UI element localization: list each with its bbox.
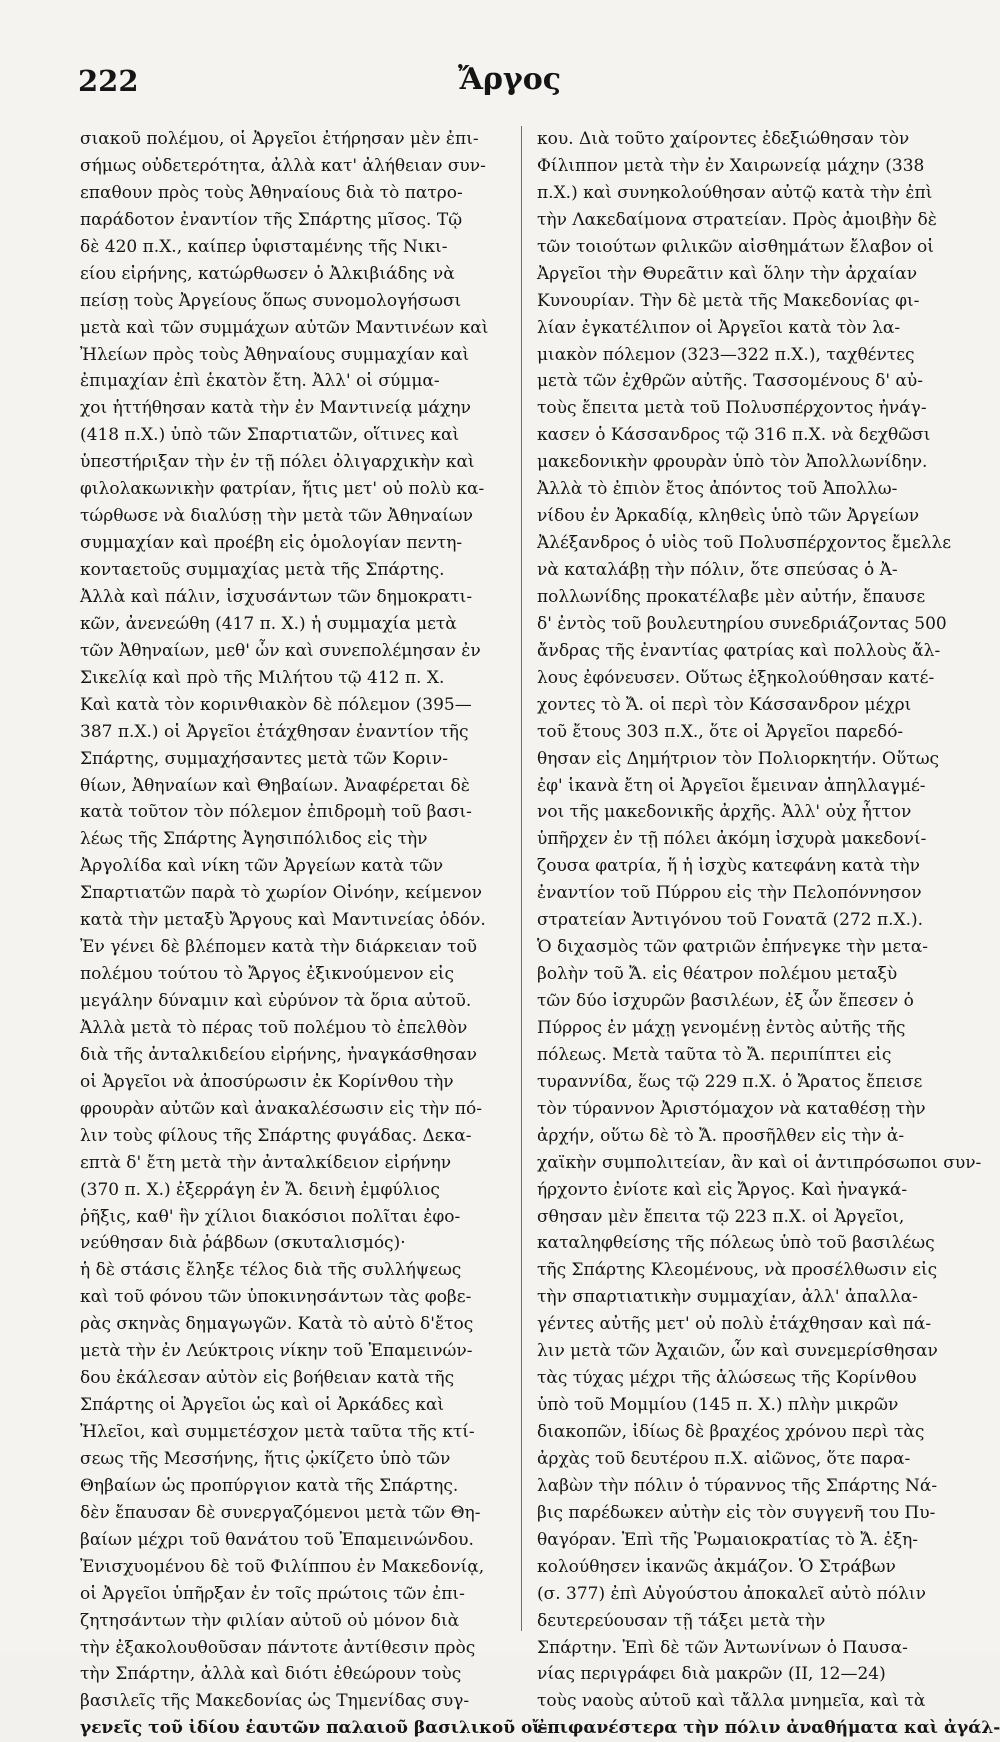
right-text-line: Κυνουρίαν. Τὴν δὲ μετὰ τῆς Μακεδονίας φι- xyxy=(537,290,920,311)
right-text-line: Σπάρτην. Ἐπὶ δὲ τῶν Ἀντωνίνων ὁ Παυσα- xyxy=(537,1637,908,1658)
right-text-line: π.Χ.) καὶ συνηκολούθησαν αὐτῷ κατὰ τὴν ἐπὶ xyxy=(537,182,933,203)
right-text-line: βις παρέδωκεν αὐτὴν εἰς τὸν συγγενῆ του Πυ- xyxy=(537,1502,936,1523)
left-text-line: Θηβαίων ὡς προπύργιον κατὰ τῆς Σπάρτης. xyxy=(80,1475,459,1496)
right-text-line: κολούθησεν ἱκανῶς ἀκμάζον. Ὁ Στράβων xyxy=(537,1556,896,1577)
right-text-line: λιν μετὰ τῶν Ἀχαιῶν, ὧν καὶ συνεμερίσθησαν xyxy=(537,1341,938,1362)
right-text-line: βολὴν τοῦ Ἄ. εἰς θέατρον πολέμου μεταξὺ xyxy=(537,964,898,985)
right-text-line: κασεν ὁ Κάσσανδρος τῷ 316 π.Χ. νὰ δεχθῶσι xyxy=(537,425,931,446)
left-text-line: σιακοῦ πολέμου, οἱ Ἀργεῖοι ἐτήρησαν μὲν ἐπι- xyxy=(80,129,479,149)
left-text-line: οἱ Ἀργεῖοι νὰ ἀποσύρωσιν ἐκ Κορίνθου τὴν xyxy=(80,1071,454,1092)
right-text-line: σθησαν μὲν ἔπειτα τῷ 223 π.Χ. οἱ Ἀργεῖοι, xyxy=(537,1206,905,1227)
right-text-line: Ὁ διχασμὸς τῶν φατριῶν ἐπήνεγκε τὴν μετα- xyxy=(537,937,928,958)
left-text-line: Σπάρτης, συμμαχήσαντες μετὰ τῶν Κοριν- xyxy=(80,748,448,769)
left-text-line: Σπάρτης οἱ Ἀργεῖοι ὡς καὶ οἱ Ἀρκάδες καὶ xyxy=(80,1395,445,1416)
left-text-line: θίων, Ἀθηναίων καὶ Θηβαίων. Ἀναφέρεται δὲ xyxy=(80,775,470,796)
right-text-line: ὑπῆρχεν ἐν τῇ πόλει ἀκόμη ἰσχυρὰ μακεδονί- xyxy=(537,829,927,850)
right-text-line: ζουσα φατρία, ἥ ἡ ἰσχὺς κατεφάνη κατὰ τὴν xyxy=(537,856,920,877)
right-text-line: Ἀλέξανδρος ὁ υἱὸς τοῦ Πολυσπέρχοντος ἔμελλε xyxy=(537,533,952,554)
left-text-line: σεως τῆς Μεσσήνης, ἥτις ᾠκίζετο ὑπὸ τῶν xyxy=(80,1448,451,1469)
left-text-line: νεύθησαν διὰ ῥάβδων (σκυταλισμός)· xyxy=(80,1233,406,1254)
left-text-line: Ἠλεῖοι, καὶ συμμετέσχον μετὰ ταῦτα τῆς κτί- xyxy=(80,1422,475,1442)
left-text-line: μεγάλην δύναμιν καὶ εὐρύνον τὰ ὅρια αὐτοῦ. xyxy=(80,991,472,1011)
right-text-line: τοὺς ἔπειτα μετὰ τοῦ Πολυσπέρχοντος ἠνάγ- xyxy=(537,398,927,419)
left-text-line: κατὰ τὴν μεταξὺ Ἄργους καὶ Μαντινείας ὁδόν. xyxy=(80,910,486,931)
left-text-line: Σπαρτιατῶν παρὰ τὸ χωρίον Οἰνόην, κείμενον xyxy=(80,883,482,904)
right-text-line: δ' ἐντὸς τοῦ βουλευτηρίου συνεδριάζοντας 500 xyxy=(537,613,947,634)
left-text-line: ἐπιμαχίαν ἐπὶ ἑκατὸν ἔτη. Ἀλλ' οἱ σύμμα- xyxy=(80,371,440,392)
left-text-line: φρουρὰν αὐτῶν καὶ ἀνακαλέσωσιν εἰς τὴν πό- xyxy=(80,1098,483,1119)
left-text-line: κονταετοῦς συμμαχίας μετὰ τῆς Σπάρτης. xyxy=(80,560,445,580)
left-text-line: συμμαχίαν καὶ προέβη εἰς ὁμολογίαν πεντη- xyxy=(80,533,463,554)
right-text-line: Πύρρος ἐν μάχῃ γενομένῃ ἐντὸς αὐτῆς τῆς xyxy=(537,1017,906,1038)
left-text-line: δου ἐκάλεσαν αὐτὸν εἰς βοήθειαν κατὰ τῆς xyxy=(80,1368,455,1389)
left-text-line: ρὰς σκηνὰς δημαγωγῶν. Κατὰ τὸ αὐτὸ δ'ἔτος xyxy=(80,1314,474,1335)
right-text-line: νίδου ἐν Ἀρκαδίᾳ, κληθεὶς ὑπὸ τῶν Ἀργείων xyxy=(537,506,920,527)
left-text-line: (370 π. Χ.) ἐξερράγη ἐν Ἄ. δεινὴ ἐμφύλιος xyxy=(80,1179,440,1200)
left-text-line: κατὰ τοῦτον τὸν πόλεμον ἐπιδρομὴ τοῦ βασι- xyxy=(80,802,472,823)
right-text-line: διακοπῶν, ἰδίως δὲ βραχέος χρόνου περὶ τὰς xyxy=(537,1422,925,1442)
right-text-line: λους ἐφόνευσεν. Οὕτως ἐξηκολούθησαν κατέ- xyxy=(537,667,935,688)
left-text-line: σήμως οὐδετερότητα, ἀλλὰ κατ' ἀλήθειαν συν- xyxy=(80,155,486,176)
right-text-line: ὑπὸ τοῦ Μομμίου (145 π. Χ.) πλὴν μικρῶν xyxy=(537,1395,899,1416)
page-header xyxy=(0,58,1000,108)
left-text-line: επτὰ δ' ἔτη μετὰ τὴν ἀνταλκίδειον εἰρήνην xyxy=(80,1152,452,1173)
right-text-line: Ἀλλὰ τὸ ἐπιὸν ἔτος ἀπόντος τοῦ Ἀπολλω- xyxy=(537,479,898,500)
left-text-line: Καὶ κατὰ τὸν κορινθιακὸν δὲ πόλεμον (395— xyxy=(80,694,472,715)
left-text-line: ἡ δὲ στάσις ἔληξε τέλος διὰ τῆς συλλήψεως xyxy=(80,1260,462,1281)
left-text-column xyxy=(80,126,548,1742)
right-text-line: ἀρχήν, οὕτω δὲ τὸ Ἄ. προσῆλθεν εἰς τὴν ἀ- xyxy=(537,1125,905,1146)
right-text-line: μακεδονικὴν φρουρὰν ὑπὸ τὸν Ἀπολλωνίδην. xyxy=(537,452,928,473)
right-text-line: πολλωνίδης προκατέλαβε μὲν αὐτήν, ἔπαυσε xyxy=(537,586,926,607)
left-text-line: Ἐν γένει δὲ βλέπομεν κατὰ τὴν διάρκειαν τοῦ xyxy=(80,937,477,958)
right-text-line: τοὺς ναοὺς αὐτοῦ καὶ τἄλλα μνημεῖα, καὶ τὰ xyxy=(537,1691,926,1712)
right-text-line: χοντες τὸ Ἄ. οἱ περὶ τὸν Κάσσανδρον μέχρι xyxy=(537,694,912,715)
right-text-line: δευτερεύουσαν τῇ τάξει μετὰ τὴν xyxy=(537,1610,826,1631)
left-text-line: (418 π.Χ.) ὑπὸ τῶν Σπαρτιατῶν, οἵτινες καὶ xyxy=(80,425,460,446)
right-text-line: νίας περιγράφει διὰ μακρῶν (II, 12—24) xyxy=(537,1664,886,1685)
left-text-line: Ἠλείων πρὸς τοὺς Ἀθηναίους συμμαχίαν καὶ xyxy=(80,344,470,365)
left-text-line: λιν τοὺς φίλους τῆς Σπάρτης φυγάδας. Δεκα- xyxy=(80,1125,472,1146)
left-text-line: πολέμου τούτου τὸ Ἄργος ἐξικνούμενον εἰς xyxy=(80,964,455,985)
column-divider xyxy=(521,126,522,1631)
left-text-line: ὑπεστήριξαν τὴν ἐν τῇ πόλει ὀλιγαρχικὴν καὶ xyxy=(80,452,475,473)
page-number: 222 xyxy=(78,64,139,98)
left-text-line: Ἀλλὰ καὶ πάλιν, ἰσχυσάντων τῶν δημοκρατι- xyxy=(80,586,473,607)
left-text-line: δὲ 420 π.Χ., καίπερ ὑφισταμένης τῆς Νικι- xyxy=(80,236,448,257)
right-text-line: τυραννίδα, ἕως τῷ 229 π.Χ. ὁ Ἄρατος ἔπεισε xyxy=(537,1071,923,1092)
left-text-line: γενεῖς τοῦ ἰδίου ἑαυτῶν παλαιοῦ βασιλικοῦ οἴ- xyxy=(80,1718,548,1739)
right-text-line: χαϊκὴν συμπολιτείαν, ἂν καὶ οἱ ἀντιπρόσωποι συν- xyxy=(537,1152,982,1173)
left-text-line: τὴν Σπάρτην, ἀλλὰ καὶ διότι ἐθεώρουν τοὺς xyxy=(80,1664,462,1685)
right-text-line: μετὰ τῶν ἐχθρῶν αὐτῆς. Τασσομένους δ' αὐ- xyxy=(537,371,923,392)
right-text-line: λαβὼν τὴν πόλιν ὁ τύραννος τῆς Σπάρτης Νά- xyxy=(537,1475,938,1496)
right-text-line: κου. Διὰ τοῦτο χαίροντες ἐδεξιώθησαν τὸν xyxy=(537,129,910,149)
right-text-line: νὰ καταλάβῃ τὴν πόλιν, ὅτε σπεύσας ὁ Ἀ- xyxy=(537,560,898,580)
right-text-line: πόλεως. Μετὰ ταῦτα τὸ Ἄ. περιπίπτει εἰς xyxy=(537,1044,892,1065)
left-text-line: Σικελίᾳ καὶ πρὸ τῆς Μιλήτου τῷ 412 π. Χ. xyxy=(80,667,445,688)
left-text-line: Ἐνισχυομένου δὲ τοῦ Φιλίππου ἐν Μακεδονίᾳ, xyxy=(80,1556,485,1577)
left-text-line: τῶν Ἀθηναίων, μεθ' ὧν καὶ συνεπολέμησαν ἐν xyxy=(80,640,481,661)
right-text-line: τῶν δύο ἰσχυρῶν βασιλέων, ἐξ ὧν ἔπεσεν ὁ xyxy=(537,991,914,1011)
left-text-line: φιλολακωνικὴν φατρίαν, ἥτις μετ' οὐ πολὺ κα- xyxy=(80,479,485,500)
left-text-line: είου εἰρήνης, κατώρθωσεν ὁ Ἀλκιβιάδης νὰ xyxy=(80,263,455,284)
left-text-line: βαίων μέχρι τοῦ θανάτου τοῦ Ἐπαμεινώνδου. xyxy=(80,1529,474,1550)
right-text-line: μιακὸν πόλεμον (323—322 π.Χ.), ταχθέντες xyxy=(537,344,915,365)
right-text-line: τὰς τύχας μέχρι τῆς ἁλώσεως τῆς Κορίνθου xyxy=(537,1368,917,1389)
left-text-line: χοι ἡττήθησαν κατὰ τὴν ἐν Μαντινείᾳ μάχην xyxy=(80,398,471,419)
left-text-line: μετὰ τὴν ἐν Λεύκτροις νίκην τοῦ Ἐπαμεινών- xyxy=(80,1341,473,1362)
right-text-line: ἄνδρας τῆς ἐναντίας φατρίας καὶ πολλοὺς ἄλ- xyxy=(537,640,941,661)
right-text-line: (σ. 377) ἐπὶ Αὐγούστου ἀποκαλεῖ αὐτὸ πόλιν xyxy=(537,1583,926,1604)
left-text-line: τώρθωσε νὰ διαλύσῃ τὴν μετὰ τῶν Ἀθηναίων xyxy=(80,506,473,527)
left-text-line: πείσῃ τοὺς Ἀργείους ὅπως συνομολογήσωσι xyxy=(80,290,462,311)
right-text-line: τῆς Σπάρτης Κλεομένους, νὰ προσέλθωσιν εἰς xyxy=(537,1260,938,1281)
right-text-line: τὴν σπαρτιατικὴν συμμαχίαν, ἀλλ' ἀπαλλα- xyxy=(537,1287,918,1308)
left-text-line: λέως τῆς Σπάρτης Ἀγησιπόλιδος εἰς τὴν xyxy=(80,829,428,850)
running-title: Ἄργος xyxy=(458,62,561,97)
left-text-line: μετὰ καὶ τῶν συμμάχων αὐτῶν Μαντινέων καὶ xyxy=(80,317,489,338)
right-text-line: τοῦ ἔτους 303 π.Χ., ὅτε οἱ Ἀργεῖοι παρεδό- xyxy=(537,721,904,742)
left-text-line: ζητησάντων τὴν φιλίαν αὐτοῦ οὐ μόνον διὰ xyxy=(80,1610,460,1631)
left-text-line: ῥῆξις, καθ' ἣν χίλιοι διακόσιοι πολῖται ἐφο- xyxy=(80,1206,461,1227)
right-text-line: ἀρχὰς τοῦ δευτέρου π.Χ. αἰῶνος, ὅτε παρα- xyxy=(537,1448,911,1469)
right-text-line: ἐπιφανέστερα τὴν πόλιν ἀναθήματα καὶ ἀγάλ- xyxy=(537,1718,1000,1739)
left-text-line: 387 π.Χ.) οἱ Ἀργεῖοι ἐτάχθησαν ἐναντίον τῆς xyxy=(80,721,469,742)
left-text-line: διὰ τῆς ἀνταλκιδείου εἰρήνης, ἠναγκάσθησαν xyxy=(80,1044,477,1065)
right-text-line: ἐναντίον τοῦ Πύρρου εἰς τὴν Πελοπόννησον xyxy=(537,883,922,904)
left-text-line: βασιλεῖς τῆς Μακεδονίας ὡς Τημενίδας συγ- xyxy=(80,1691,470,1712)
left-text-line: κῶν, ἀνενεώθη (417 π. Χ.) ἡ συμμαχία μετὰ xyxy=(80,613,457,634)
left-text-line: επαθουν πρὸς τοὺς Ἀθηναίους διὰ τὸ πατρο- xyxy=(80,182,463,203)
right-text-line: τῶν τοιούτων φιλικῶν αἰσθημάτων ἔλαβον οἱ xyxy=(537,236,934,257)
right-text-line: γέντες αὐτῆς μετ' οὐ πολὺ ἐτάχθησαν καὶ πά- xyxy=(537,1314,932,1335)
left-text-line: καὶ τοῦ φόνου τῶν ὑποκινησάντων τὰς φοβε- xyxy=(80,1287,472,1308)
right-text-line: Ἀργεῖοι τὴν Θυρεᾶτιν καὶ ὅλην τὴν ἀρχαίαν xyxy=(537,263,918,284)
right-text-line: ήρχοντο ἐνίοτε καὶ εἰς Ἄργος. Καὶ ἠναγκά- xyxy=(537,1179,908,1200)
right-text-line: θαγόραν. Ἐπὶ τῆς Ῥωμαιοκρατίας τὸ Ἄ. ἐξη- xyxy=(537,1529,919,1550)
left-text-line: οἱ Ἀργεῖοι ὑπῆρξαν ἐν τοῖς πρώτοις τῶν ἐπι- xyxy=(80,1583,465,1604)
right-text-line: λίαν ἐγκατέλιπον οἱ Ἀργεῖοι κατὰ τὸν λα- xyxy=(537,317,901,338)
right-text-line: τὸν τύραννον Ἀριστόμαχον νὰ καταθέσῃ τὴν xyxy=(537,1098,926,1119)
left-text-line: Ἀργολίδα καὶ νίκη τῶν Ἀργείων κατὰ τῶν xyxy=(80,856,444,877)
right-text-line: Φίλιππον μετὰ τὴν ἐν Χαιρωνείᾳ μάχην (338 xyxy=(537,155,925,176)
right-text-line: τὴν Λακεδαίμονα στρατείαν. Πρὸς ἀμοιβὴν δὲ xyxy=(537,209,937,230)
left-text-line: τὴν ἐξακολουθοῦσαν πάντοτε ἀντίθεσιν πρὸς xyxy=(80,1637,476,1658)
right-text-column xyxy=(537,126,1000,1742)
left-text-line: Ἀλλὰ μετὰ τὸ πέρας τοῦ πολέμου τὸ ἐπελθὸν xyxy=(80,1017,468,1038)
left-text-line: δὲν ἔπαυσαν δὲ συνεργαζόμενοι μετὰ τῶν Θη- xyxy=(80,1502,481,1523)
right-text-line: στρατείαν Ἀντιγόνου τοῦ Γονατᾶ (272 π.Χ.). xyxy=(537,910,924,931)
right-text-line: θησαν εἰς Δημήτριον τὸν Πολιορκητήν. Οὕτως xyxy=(537,748,940,769)
right-text-line: νοι τῆς μακεδονικῆς ἀρχῆς. Ἀλλ' οὐχ ἧττον xyxy=(537,802,912,823)
right-text-line: καταληφθείσης τῆς πόλεως ὑπὸ τοῦ βασιλέως xyxy=(537,1233,935,1254)
right-text-line: ἐφ' ἱκανὰ ἔτη οἱ Ἀργεῖοι ἔμειναν ἀπηλλαγμέ- xyxy=(537,775,926,796)
left-text-line: παράδοτον ἐναντίον τῆς Σπάρτης μῖσος. Τῷ xyxy=(80,209,463,230)
